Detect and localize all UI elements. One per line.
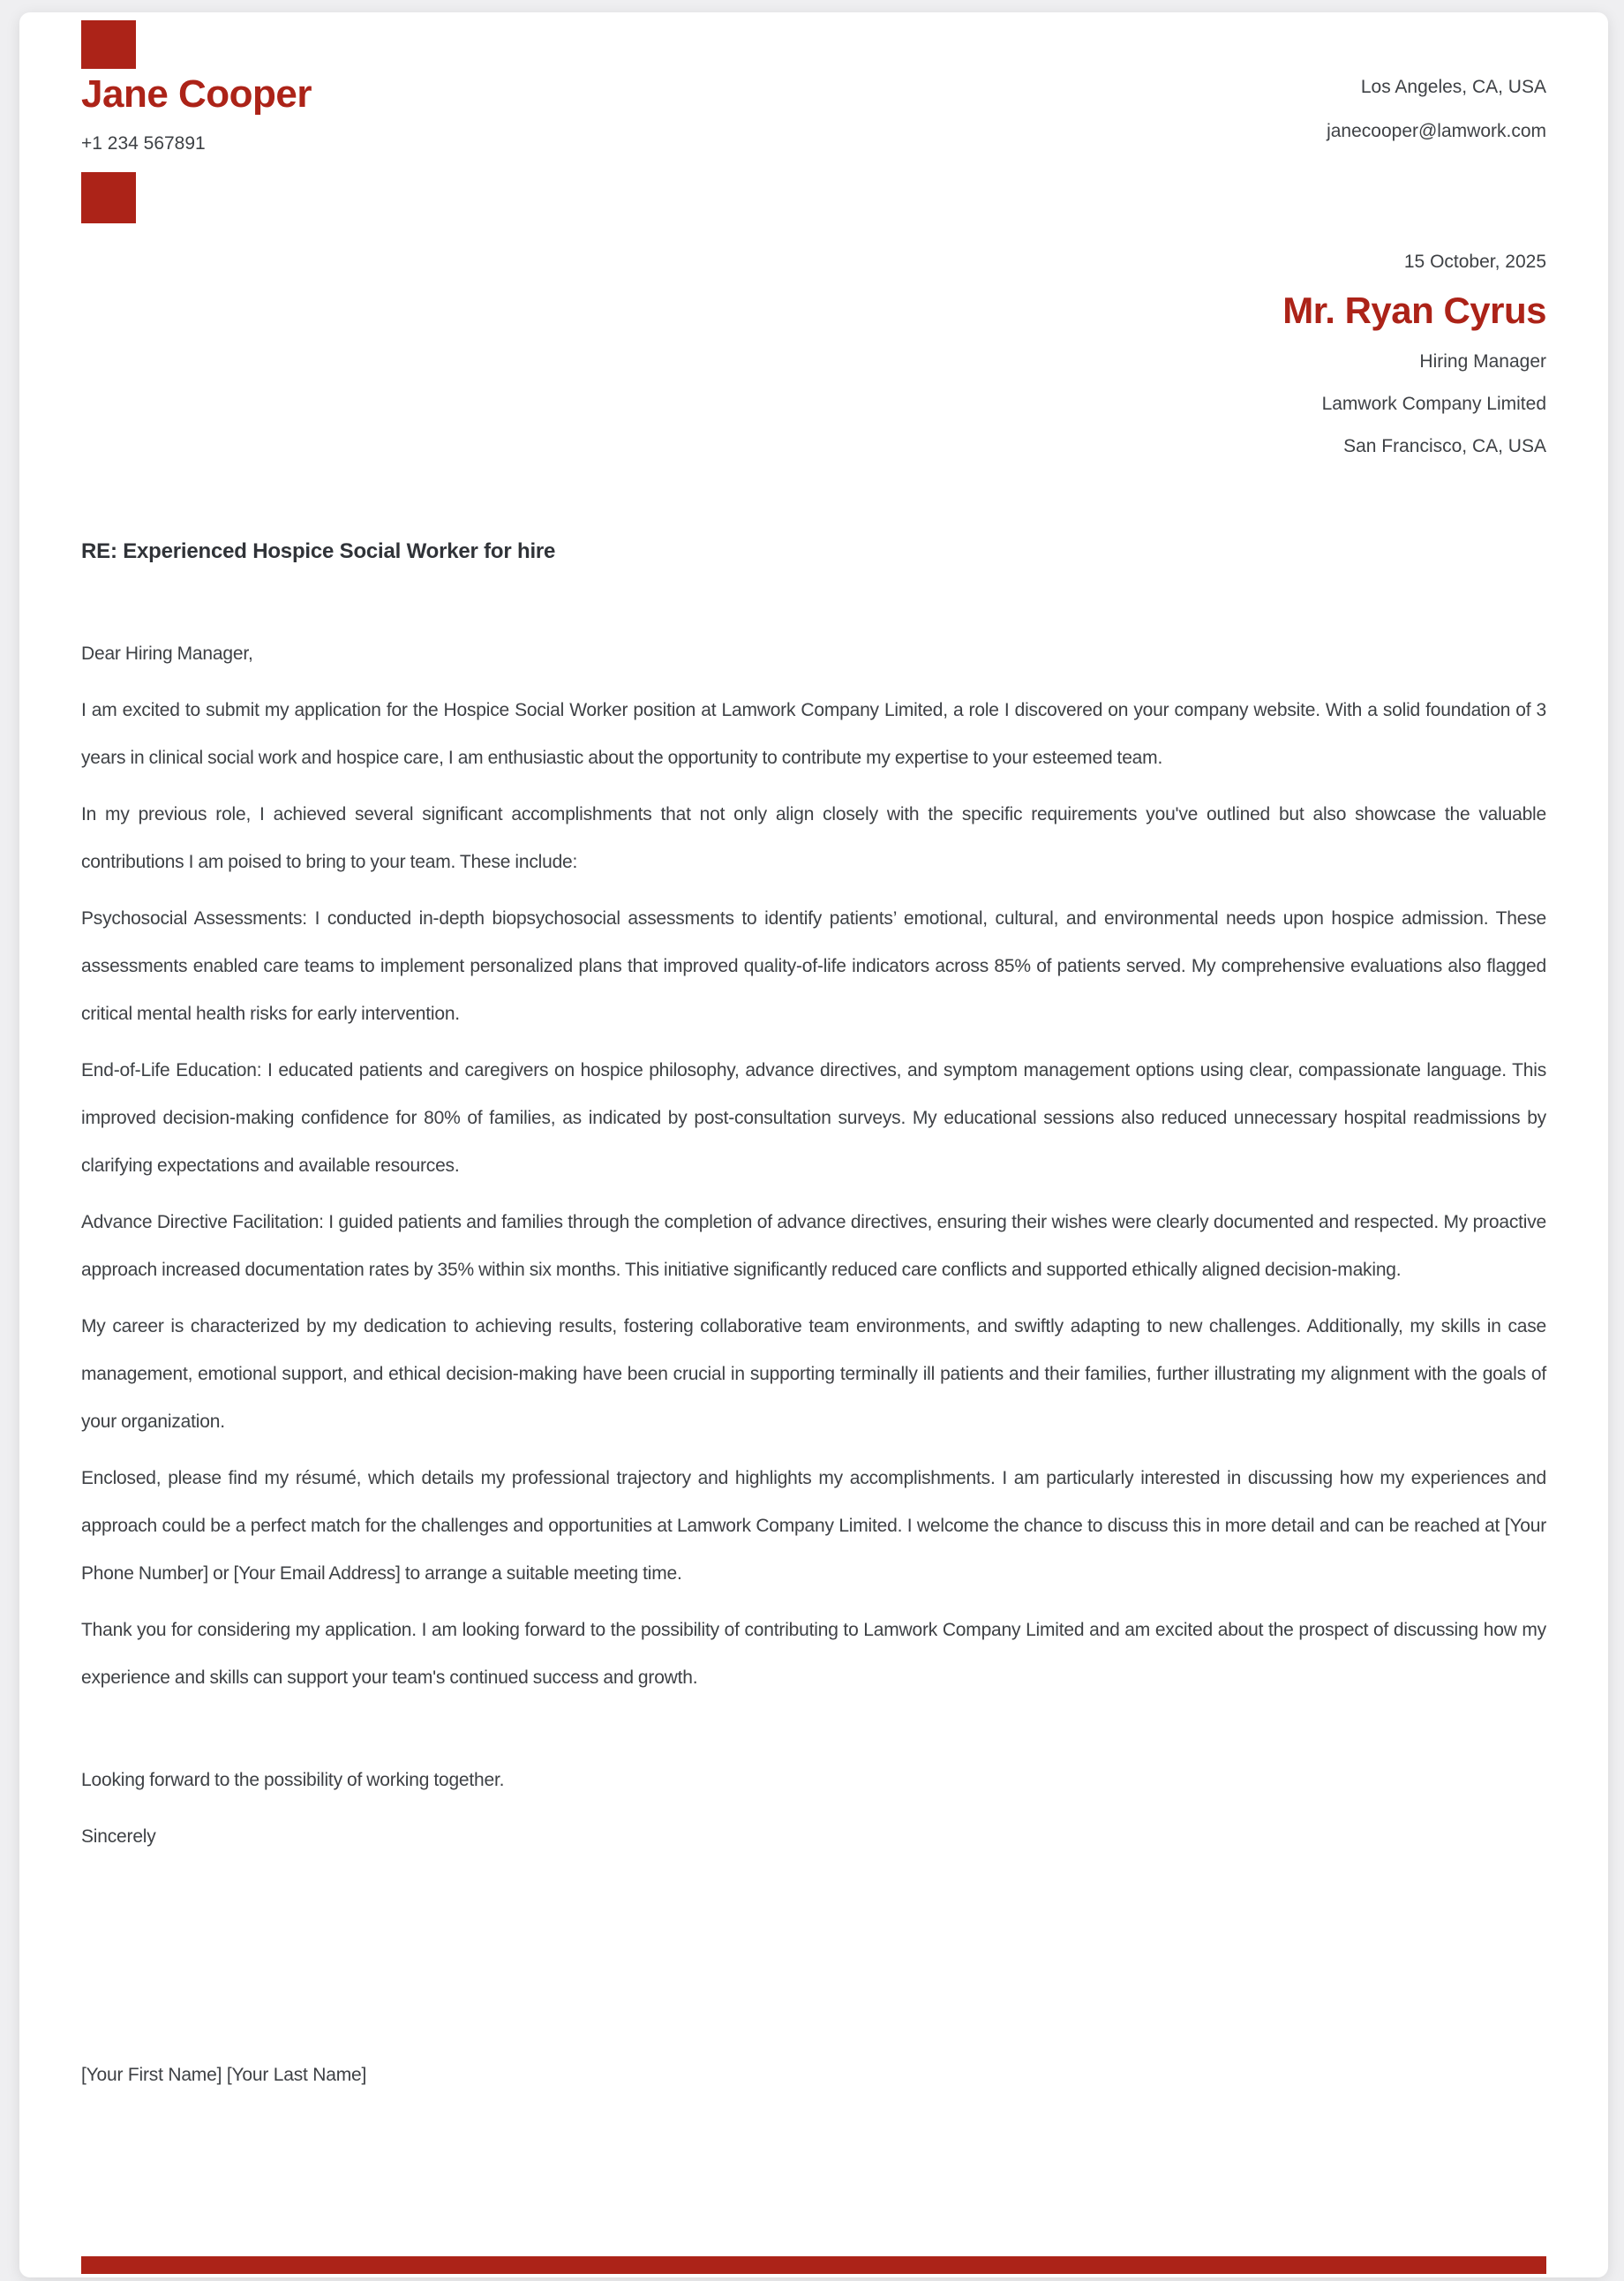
body-paragraph: End-of-Life Education: I educated patients and caregivers on hospice philosophy, advance directives, and symptom management options using clear, compassionate language. This improved decision-making confidence for 80% of families, as indicated by post-consultation surveys. My educational sessions also reduced unnecessary hospital readmissions by clarifying expectations and available resources. [81,1060,1546,1176]
sender-phone: +1 234 567891 [81,133,206,154]
recipient-name: Mr. Ryan Cyrus [1282,290,1546,331]
body-paragraph: Thank you for considering my application. I am looking forward to the possibility of contributing to Lamwork Company Limited and am excited about the prospect of discussing how my experience and skills can support your team's continued success and growth. [81,1620,1546,1688]
recipient-block [1282,249,1546,468]
signature-name: [Your First Name] [Your Last Name] [81,2065,367,2085]
recipient-title: Hiring Manager [1419,351,1546,372]
subject-line: RE: Experienced Hospice Social Worker for hire [81,539,556,563]
closing-line: Looking forward to the possibility of working together. [81,1770,505,1790]
body-paragraph: In my previous role, I achieved several significant accomplishments that not only align closely with the specific requirements you've outlined but also showcase the valuable contributions I am poised to bring to your team. These include: [81,804,1546,872]
sender-name: Jane Cooper [81,72,312,116]
salutation: Dear Hiring Manager, [81,644,253,664]
recipient-location: San Francisco, CA, USA [1343,436,1546,456]
body-paragraph: My career is characterized by my dedication to achieving results, fostering collaborative team environments, and swiftly adapting to new challenges. Additionally, my skills in case management, emotional support, and ethical decision-making have been crucial in supporting terminally ill patients and their families, further illustrating my alignment with the goals of your organization. [81,1316,1546,1432]
body-paragraph: Psychosocial Assessments: I conducted in-depth biopsychosocial assessments to identify patients’ emotional, cultural, and environmental needs upon hospice admission. These assessments enabled care teams to implement personalized plans that improved quality-of-life indicators across 85% of patients served. My comprehensive evaluations also flagged critical mental health risks for early intervention. [81,908,1546,1024]
footer-accent-bar [81,2256,1546,2274]
recipient-company: Lamwork Company Limited [1321,394,1546,414]
body-paragraph: Advance Directive Facilitation: I guided patients and families through the completion of advance directives, ensuring their wishes were clearly documented and respected. My proactive approach increased documentation rates by 35% within six months. This initiative significantly reduced care conflicts and supported ethically aligned decision-making. [81,1212,1546,1280]
body-paragraph: Enclosed, please find my résumé, which details my professional trajectory and highlights my accomplishments. I am particularly interested in discussing how my experiences and approach could be a perfect match for the challenges and opportunities at Lamwork Company Limited. I welcome the chance to discuss this in more detail and can be reached at [Your Phone Number] or [Your Email Address] to arrange a suitable meeting time. [81,1468,1546,1584]
sender-location: Los Angeles, CA, USA [1360,77,1546,97]
accent-square-top [81,20,136,69]
body-paragraph: I am excited to submit my application for the Hospice Social Worker position at Lamwork Company Limited, a role I discovered on your company website. With a solid foundation of 3 years in clinical social work and hospice care, I am enthusiastic about the opportunity to contribute my expertise to your esteemed team. [81,700,1546,768]
sender-email: janecooper@lamwork.com [1327,121,1546,141]
letter-date: 15 October, 2025 [1403,252,1546,272]
letter-page [19,12,1608,2277]
accent-square-bottom [81,172,136,223]
sender-contact-block [1327,65,1546,154]
signoff: Sincerely [81,1826,156,1847]
